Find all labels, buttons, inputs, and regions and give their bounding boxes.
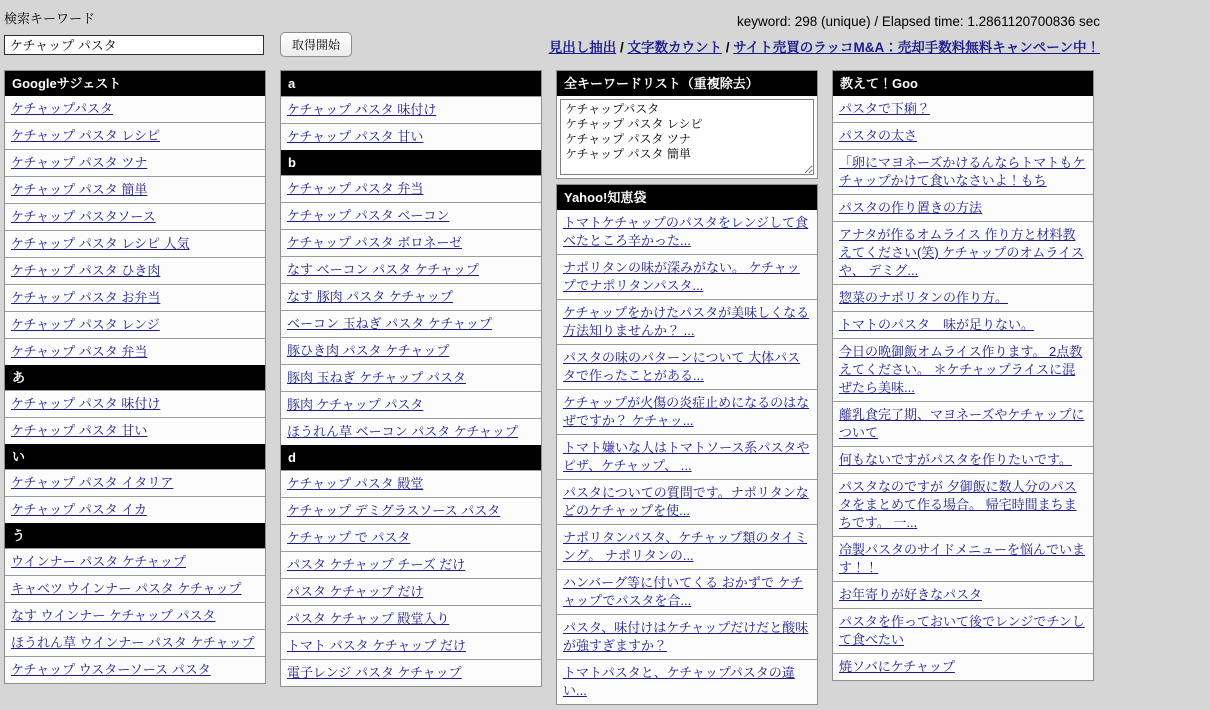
search-keyword-input[interactable]	[4, 35, 264, 55]
keyword-row	[833, 536, 1093, 581]
alphabet-suggest-column	[280, 70, 542, 692]
keyword-link[interactable]: ケチャップをかけたパスタが美味しくなる方法知りませんか？ ...	[563, 305, 810, 338]
oshiete-goo-table	[832, 70, 1094, 681]
keyword-row	[281, 659, 541, 686]
section-header: a	[281, 71, 541, 96]
keyword-row	[557, 344, 817, 389]
section-header: d	[281, 445, 541, 470]
keyword-link[interactable]: パスタで下痢？	[839, 101, 931, 116]
top-bar	[0, 0, 1100, 70]
keyword-row	[281, 123, 541, 150]
keyword-link[interactable]: 「卵にマヨネーズかけるんならトマトもケチャップかけて食いなさいよ！もち	[839, 155, 1086, 188]
keyword-link[interactable]: アナタが作るオムライス 作り方と材料教えてください(笑) ケチャップのオムライスや、 デミグ...	[839, 227, 1084, 278]
keyword-row	[5, 390, 265, 417]
keyword-row	[5, 548, 265, 575]
keyword-link[interactable]: ケチャップ パスタ 甘い	[287, 129, 424, 144]
keyword-row	[5, 575, 265, 602]
nav-separator: /	[721, 40, 734, 55]
keyword-stats: keyword: 298 (unique) / Elapsed time: 1.2861120700836 sec	[737, 14, 1100, 29]
keyword-row	[281, 229, 541, 256]
keyword-row	[5, 469, 265, 496]
keyword-link[interactable]: ケチャップ パスタソース	[11, 209, 156, 224]
fetch-start-button[interactable]: 取得開始	[280, 32, 352, 57]
keyword-row	[833, 581, 1093, 608]
keyword-link[interactable]: 離乳食完了期、マヨネーズやケチャップについて	[839, 407, 1085, 440]
keyword-link[interactable]: ケチャップ で パスタ	[287, 530, 411, 545]
keyword-link[interactable]: 何もないですがパスタを作りたいです。	[839, 452, 1072, 467]
keyword-row	[5, 230, 265, 257]
char-count-link[interactable]: 文字数カウント	[627, 40, 722, 55]
keyword-link[interactable]: 今日の晩御飯オムライス作ります。 2点教えてください。 ＊ケチャップライスに混ぜたら美味...	[839, 344, 1083, 395]
keyword-link[interactable]: ベーコン 玉ねぎ パスタ ケチャップ	[287, 316, 492, 331]
google-suggest-header: Googleサジェスト	[5, 71, 265, 96]
keyword-link[interactable]: ケチャップ パスタ レシピ	[11, 128, 160, 143]
keyword-link[interactable]: トマトのパスタ 味が足りない。	[839, 317, 1035, 332]
keyword-link[interactable]: ほうれん草 ベーコン パスタ ケチャップ	[287, 424, 518, 439]
keyword-link[interactable]: パスタ ケチャップ だけ	[287, 584, 424, 599]
section-header: b	[281, 150, 541, 175]
oshiete-goo-column	[832, 70, 1094, 686]
section-header: あ	[5, 365, 265, 390]
keyword-link[interactable]: 電子レンジ パスタ ケチャップ	[287, 665, 462, 680]
keyword-link[interactable]: ハンバーグ等に付いてくる おかずで ケチャップでパスタを合...	[563, 575, 804, 608]
keyword-row	[281, 524, 541, 551]
all-keywords-textarea[interactable]	[560, 99, 814, 175]
keyword-row	[5, 284, 265, 311]
keyword-link[interactable]: ケチャップ パスタ 弁当	[11, 344, 148, 359]
keyword-row	[557, 524, 817, 569]
keyword-row	[281, 418, 541, 445]
keyword-row	[5, 149, 265, 176]
keyword-link[interactable]: パスタの味のパターンについて 大体パスタで作ったことがある...	[563, 350, 801, 383]
keyword-row	[833, 122, 1093, 149]
keyword-row	[5, 496, 265, 523]
keyword-row	[281, 364, 541, 391]
nav-links	[549, 36, 1100, 56]
keyword-row	[5, 122, 265, 149]
keyword-row	[833, 221, 1093, 284]
nav-separator: /	[616, 40, 628, 55]
keyword-row	[833, 338, 1093, 401]
search-keyword-label: 検索キーワード	[4, 11, 96, 26]
keyword-row	[557, 479, 817, 524]
section-header: い	[5, 444, 265, 469]
keyword-row	[281, 497, 541, 524]
keyword-row	[5, 257, 265, 284]
keyword-row	[557, 210, 817, 254]
keyword-link[interactable]: ナポリタンパスタ、ケチャップ類のタイミング。 ナポリタンの...	[563, 530, 808, 563]
search-area	[4, 8, 352, 57]
keyword-row	[5, 417, 265, 444]
all-keywords-column	[556, 70, 818, 710]
keyword-row	[5, 629, 265, 656]
top-right-info	[549, 14, 1100, 56]
keyword-row	[557, 434, 817, 479]
keyword-row	[281, 310, 541, 337]
keyword-row	[557, 254, 817, 299]
keyword-link[interactable]: トマト パスタ ケチャップ だけ	[287, 638, 466, 653]
keyword-link[interactable]: ほうれん草 ウインナー パスタ ケチャップ	[11, 635, 255, 650]
headline-extract-link[interactable]: 見出し抽出	[548, 40, 617, 55]
yahoo-chiebukuro-header: Yahoo!知恵袋	[557, 185, 817, 210]
keyword-row	[281, 175, 541, 202]
keyword-row	[557, 299, 817, 344]
keyword-row	[281, 283, 541, 310]
section-header: う	[5, 523, 265, 548]
keyword-link[interactable]: 豚肉 ケチャップ パスタ	[287, 397, 424, 412]
keyword-row	[5, 176, 265, 203]
keyword-row	[833, 446, 1093, 473]
keyword-link[interactable]: ケチャップ パスタ 殿堂	[287, 476, 424, 491]
keyword-link[interactable]: トマト嫌いな人はトマトソース系パスタやピザ、ケチャップ、 ...	[563, 440, 810, 473]
all-keywords-header: 全キーワードリスト（重複除去）	[557, 71, 817, 96]
keyword-row	[557, 389, 817, 434]
keyword-link[interactable]: ケチャップパスタ	[11, 101, 114, 116]
oshiete-goo-header: 教えて！Goo	[833, 71, 1093, 96]
keyword-row	[5, 311, 265, 338]
keyword-row	[281, 96, 541, 123]
keyword-row	[833, 653, 1093, 680]
keyword-link[interactable]: 冷製パスタのサイドメニューを悩んでいます！！	[839, 542, 1085, 575]
keyword-row	[557, 569, 817, 614]
keyword-row	[833, 473, 1093, 536]
keyword-link[interactable]: パスタの作り置きの方法	[839, 200, 983, 215]
google-suggest-table	[4, 70, 266, 684]
keyword-link[interactable]: なす ウインナー ケチャップ パスタ	[11, 608, 216, 623]
keyword-link[interactable]: ケチャップ パスタ 味付け	[11, 396, 161, 411]
keyword-link[interactable]: パスタ ケチャップ チーズ だけ	[287, 557, 466, 572]
keyword-row	[833, 608, 1093, 653]
all-keywords-table	[556, 70, 818, 179]
keyword-link[interactable]: パスタについての質問です。ナポリタンなどのケチャップを使...	[563, 485, 809, 518]
keyword-link[interactable]: ケチャップ パスタ 味付け	[287, 102, 437, 117]
keyword-link[interactable]: ケチャップ パスタ お弁当	[11, 290, 161, 305]
keyword-row	[5, 96, 265, 122]
keyword-row	[833, 96, 1093, 122]
keyword-link[interactable]: ケチャップ パスタ イカ	[11, 502, 147, 517]
keyword-row	[281, 632, 541, 659]
keyword-row	[281, 470, 541, 497]
keyword-link[interactable]: ケチャップ パスタ ボロネーゼ	[287, 235, 463, 250]
keyword-link[interactable]: ケチャップ デミグラスソース パスタ	[287, 503, 501, 518]
keyword-link[interactable]: ケチャップ パスタ レンジ	[11, 317, 160, 332]
keyword-link[interactable]: ウインナー パスタ ケチャップ	[11, 554, 186, 569]
keyword-row	[281, 605, 541, 632]
keyword-link[interactable]: お年寄りが好きなパスタ	[839, 587, 983, 602]
alphabet-suggest-table	[280, 70, 542, 687]
keyword-link[interactable]: パスタ、味付けはケチャップだけだと酸味が強すぎますか？	[563, 620, 809, 653]
keyword-row	[281, 256, 541, 283]
keyword-link[interactable]: 惣菜のナポリタンの作り方。	[839, 290, 1009, 305]
keyword-link[interactable]: 豚肉 玉ねぎ ケチャップ パスタ	[287, 370, 466, 385]
keyword-row	[833, 401, 1093, 446]
keyword-link[interactable]: ケチャップ パスタ ひき肉	[11, 263, 161, 278]
keyword-link[interactable]: ケチャップ パスタ 甘い	[11, 423, 148, 438]
keyword-row	[281, 391, 541, 418]
keyword-link[interactable]: なす ベーコン パスタ ケチャップ	[287, 262, 479, 277]
keyword-link[interactable]: パスタ ケチャップ 殿堂入り	[287, 611, 450, 626]
keyword-link[interactable]: ケチャップ パスタ イタリア	[11, 475, 174, 490]
keyword-row	[833, 194, 1093, 221]
keyword-link[interactable]: トマトケチャップのパスタをレンジして食べたところ辛かった...	[563, 215, 809, 248]
keyword-link[interactable]: ケチャップ パスタ レシピ 人気	[11, 236, 190, 251]
keyword-link[interactable]: ケチャップ ウスターソース パスタ	[11, 662, 211, 677]
keyword-link[interactable]: ケチャップ パスタ 簡単	[11, 182, 148, 197]
keyword-row	[557, 659, 817, 704]
all-keywords-cell	[557, 96, 817, 178]
keyword-link[interactable]: ケチャップ パスタ ツナ	[11, 155, 148, 170]
keyword-link[interactable]: ケチャップ パスタ ベーコン	[287, 208, 450, 223]
keyword-row	[5, 338, 265, 365]
yahoo-chiebukuro-table	[556, 184, 818, 705]
keyword-row	[833, 149, 1093, 194]
keyword-link[interactable]: パスタなのですが 夕御飯に数人分のパスタをまとめて作る場合。 帰宅時間まちまちです。 一...	[839, 479, 1077, 530]
keyword-link[interactable]: 豚ひき肉 パスタ ケチャップ	[287, 343, 450, 358]
keyword-row	[281, 202, 541, 229]
keyword-row	[5, 203, 265, 230]
keyword-link[interactable]: トマトパスタと、ケチャップパスタの違い...	[563, 665, 795, 698]
keyword-link[interactable]: なす 豚肉 パスタ ケチャップ	[287, 289, 453, 304]
keyword-link[interactable]: ナポリタンの味が深みがない。 ケチャップでナポリタンパスタ...	[563, 260, 800, 293]
keyword-link[interactable]: パスタを作っておいて後でレンジでチンして食べたい	[839, 614, 1085, 647]
google-suggest-column	[4, 70, 266, 689]
keyword-row	[281, 551, 541, 578]
keyword-row	[833, 284, 1093, 311]
keyword-row	[281, 337, 541, 364]
keyword-link[interactable]: パスタの太さ	[839, 128, 918, 143]
keyword-row	[281, 578, 541, 605]
racco-ma-campaign-link[interactable]: サイト売買のラッコM&A：売却手数料無料キャンペーン中！	[733, 40, 1100, 55]
keyword-link[interactable]: ケチャップ パスタ 弁当	[287, 181, 424, 196]
keyword-link[interactable]: 焼ソバにケチャップ	[839, 659, 955, 674]
keyword-row	[5, 656, 265, 683]
keyword-row	[833, 311, 1093, 338]
keyword-link[interactable]: キャベツ ウインナー パスタ ケチャップ	[11, 581, 242, 596]
keyword-row	[5, 602, 265, 629]
keyword-link[interactable]: ケチャップが火傷の炎症止めになるのはなぜですか？ ケチャッ...	[563, 395, 810, 428]
keyword-columns	[0, 70, 1100, 710]
keyword-row	[557, 614, 817, 659]
